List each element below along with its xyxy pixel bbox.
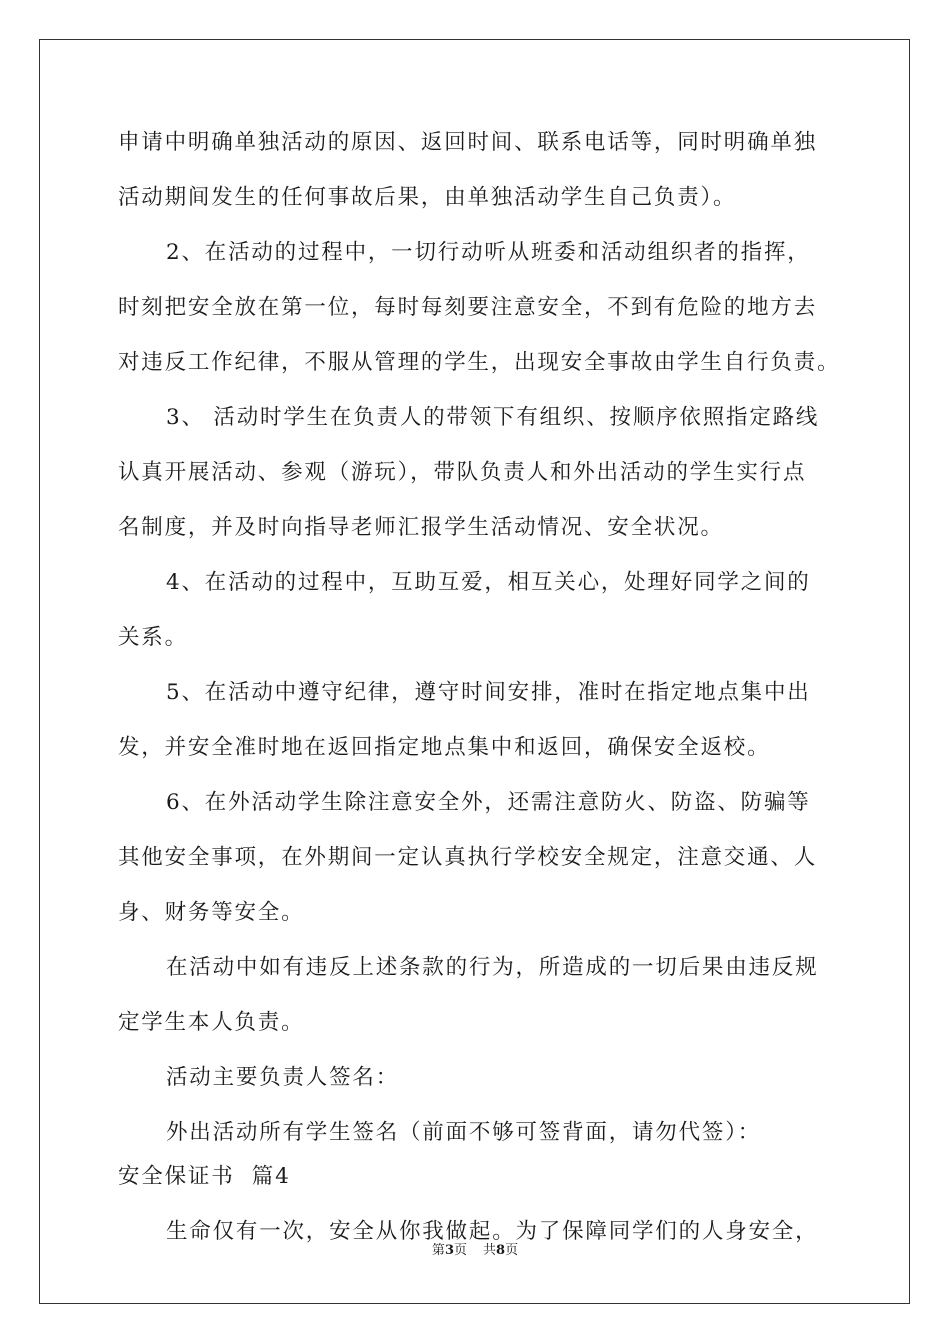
paragraph-line: 6、在外活动学生除注意安全外，还需注意防火、防盗、防骗等 xyxy=(166,790,811,815)
section-heading: 安全保证书 篇4 xyxy=(118,1164,291,1189)
paragraph-line: 时刻把安全放在第一位，每时每刻要注意安全，不到有危险的地方去 xyxy=(118,295,818,320)
paragraph-line: 2、在活动的过程中，一切行动听从班委和活动组织者的指挥， xyxy=(166,240,811,265)
page-border xyxy=(39,39,910,1304)
paragraph-line: 对违反工作纪律，不服从管理的学生，出现安全事故由学生自行负责。 xyxy=(118,350,841,375)
paragraph-line: 5、在活动中遵守纪律，遵守时间安排，准时在指定地点集中出 xyxy=(166,680,811,705)
paragraph-line: 关系。 xyxy=(118,625,188,650)
paragraph-line: 发，并安全准时地在返回指定地点集中和返回，确保安全返校。 xyxy=(118,735,771,760)
page-footer xyxy=(0,1243,950,1259)
page-prefix: 第 xyxy=(431,1243,445,1258)
total-prefix: 共 xyxy=(483,1243,497,1258)
paragraph-line: 申请中明确单独活动的原因、返回时间、联系电话等，同时明确单独 xyxy=(118,130,818,155)
paragraph-line: 活动期间发生的任何事故后果，由单独活动学生自己负责）。 xyxy=(118,185,737,210)
paragraph-line: 认真开展活动、参观（游玩），带队负责人和外出活动的学生实行点 xyxy=(118,460,807,485)
signature-line-leader: 活动主要负责人签名： xyxy=(166,1065,400,1090)
paragraph-line: 生命仅有一次，安全从你我做起。为了保障同学们的人身安全， xyxy=(166,1219,819,1244)
paragraph-line: 在活动中如有违反上述条款的行为，所造成的一切后果由违反规 xyxy=(166,955,819,980)
paragraph-line: 定学生本人负责。 xyxy=(118,1010,305,1035)
paragraph-line: 4、在活动的过程中，互助互爱，相互关心，处理好同学之间的 xyxy=(166,570,811,595)
total-suffix: 页 xyxy=(505,1243,519,1258)
signature-line-students: 外出活动所有学生签名（前面不够可签背面，请勿代签）： xyxy=(166,1120,762,1145)
paragraph-line: 其他安全事项，在外期间一定认真执行学校安全规定，注意交通、人 xyxy=(118,845,818,870)
paragraph-line: 3、 活动时学生在负责人的带领下有组织、按顺序依照指定路线 xyxy=(166,405,820,430)
page-suffix: 页 xyxy=(453,1243,467,1258)
page-number: 3 xyxy=(444,1243,454,1258)
total-pages: 8 xyxy=(496,1243,506,1258)
paragraph-line: 身、财务等安全。 xyxy=(118,900,305,925)
paragraph-line: 名制度，并及时向指导老师汇报学生活动情况、安全状况。 xyxy=(118,515,724,540)
